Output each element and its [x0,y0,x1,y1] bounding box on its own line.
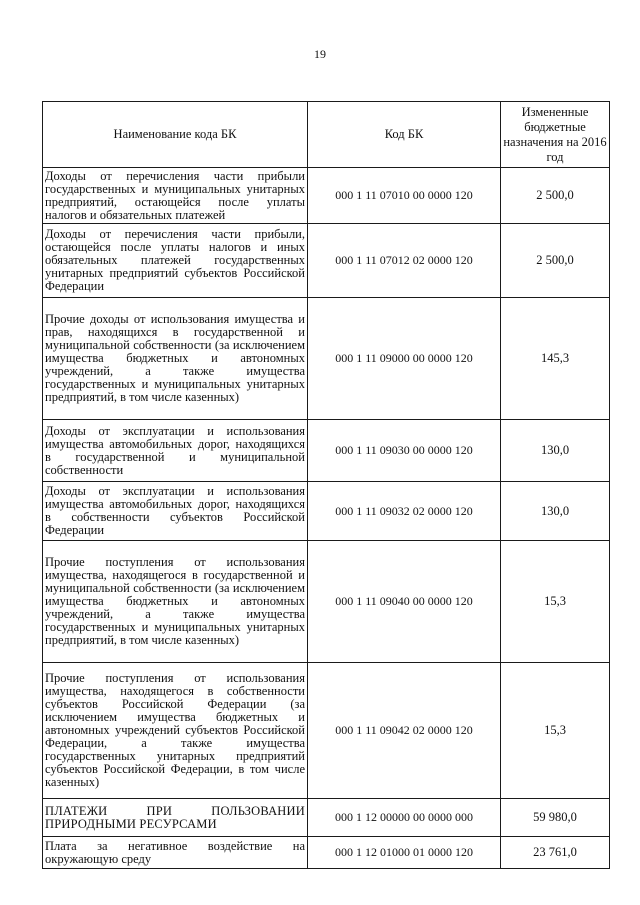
row-value: 23 761,0 [501,837,610,869]
table-row [43,482,610,541]
table-row [43,799,610,837]
row-code: 000 1 11 09040 00 0000 120 [308,541,501,663]
header-code: Код БК [308,102,501,168]
row-name: Плата за негативное воздействие на окружающую среду [43,837,308,869]
row-name: Прочие поступления от использования имущества, находящегося в государственной и муниципальной собственности (за исключением имущества бюджетных и автономных учреждений, а также имущества государственных и муниципальных унитарных предприятий, в том числе казенных) [43,541,308,663]
row-name: Доходы от перечисления части прибыли государственных и муниципальных унитарных предприятий, остающейся после уплаты налогов и обязательных платежей [43,168,308,224]
row-value: 15,3 [501,541,610,663]
table-row [43,168,610,224]
budget-table [42,101,610,869]
row-value: 2 500,0 [501,224,610,298]
table-row [43,541,610,663]
table-row [43,420,610,482]
row-name: Прочие доходы от использования имущества и прав, находящихся в государственной и муниципальной собственности (за исключением имущества бюджетных и автономных учреждений, а также имущества государственных и муниципальных унитарных предприятий, в том числе казенных) [43,298,308,420]
row-value: 59 980,0 [501,799,610,837]
row-value: 130,0 [501,482,610,541]
table-row [43,224,610,298]
row-value: 2 500,0 [501,168,610,224]
row-name: Доходы от перечисления части прибыли, остающейся после уплаты налогов и иных обязательных платежей государственных унитарных предприятий субъектов Российской Федерации [43,224,308,298]
row-code: 000 1 12 01000 01 0000 120 [308,837,501,869]
table-row [43,663,610,799]
row-value: 130,0 [501,420,610,482]
row-value: 145,3 [501,298,610,420]
page-number: 19 [314,47,326,61]
row-name: ПЛАТЕЖИ ПРИ ПОЛЬЗОВАНИИ ПРИРОДНЫМИ РЕСУРСАМИ [43,799,308,837]
row-code: 000 1 12 00000 00 0000 000 [308,799,501,837]
header-name: Наименование кода БК [43,102,308,168]
row-name: Доходы от эксплуатации и использования имущества автомобильных дорог, находящихся в собственности субъектов Российской Федерации [43,482,308,541]
row-code: 000 1 11 09042 02 0000 120 [308,663,501,799]
table-row [43,298,610,420]
row-code: 000 1 11 07010 00 0000 120 [308,168,501,224]
table-row [43,837,610,869]
row-value: 15,3 [501,663,610,799]
row-code: 000 1 11 09032 02 0000 120 [308,482,501,541]
row-code: 000 1 11 09000 00 0000 120 [308,298,501,420]
header-value: Измененные бюджетные назначения на 2016 год [501,102,610,168]
table-header [43,102,610,168]
row-name: Прочие поступления от использования имущества, находящегося в собственности субъектов Российской Федерации (за исключением имущества бюджетных и автономных учреждений субъектов Российской Федерации, а также имущества государственных унитарных предприятий субъектов Российской Федерации, в том числе казенных) [43,663,308,799]
row-name: Доходы от эксплуатации и использования имущества автомобильных дорог, находящихся в государственной и муниципальной собственности [43,420,308,482]
row-code: 000 1 11 07012 02 0000 120 [308,224,501,298]
row-code: 000 1 11 09030 00 0000 120 [308,420,501,482]
